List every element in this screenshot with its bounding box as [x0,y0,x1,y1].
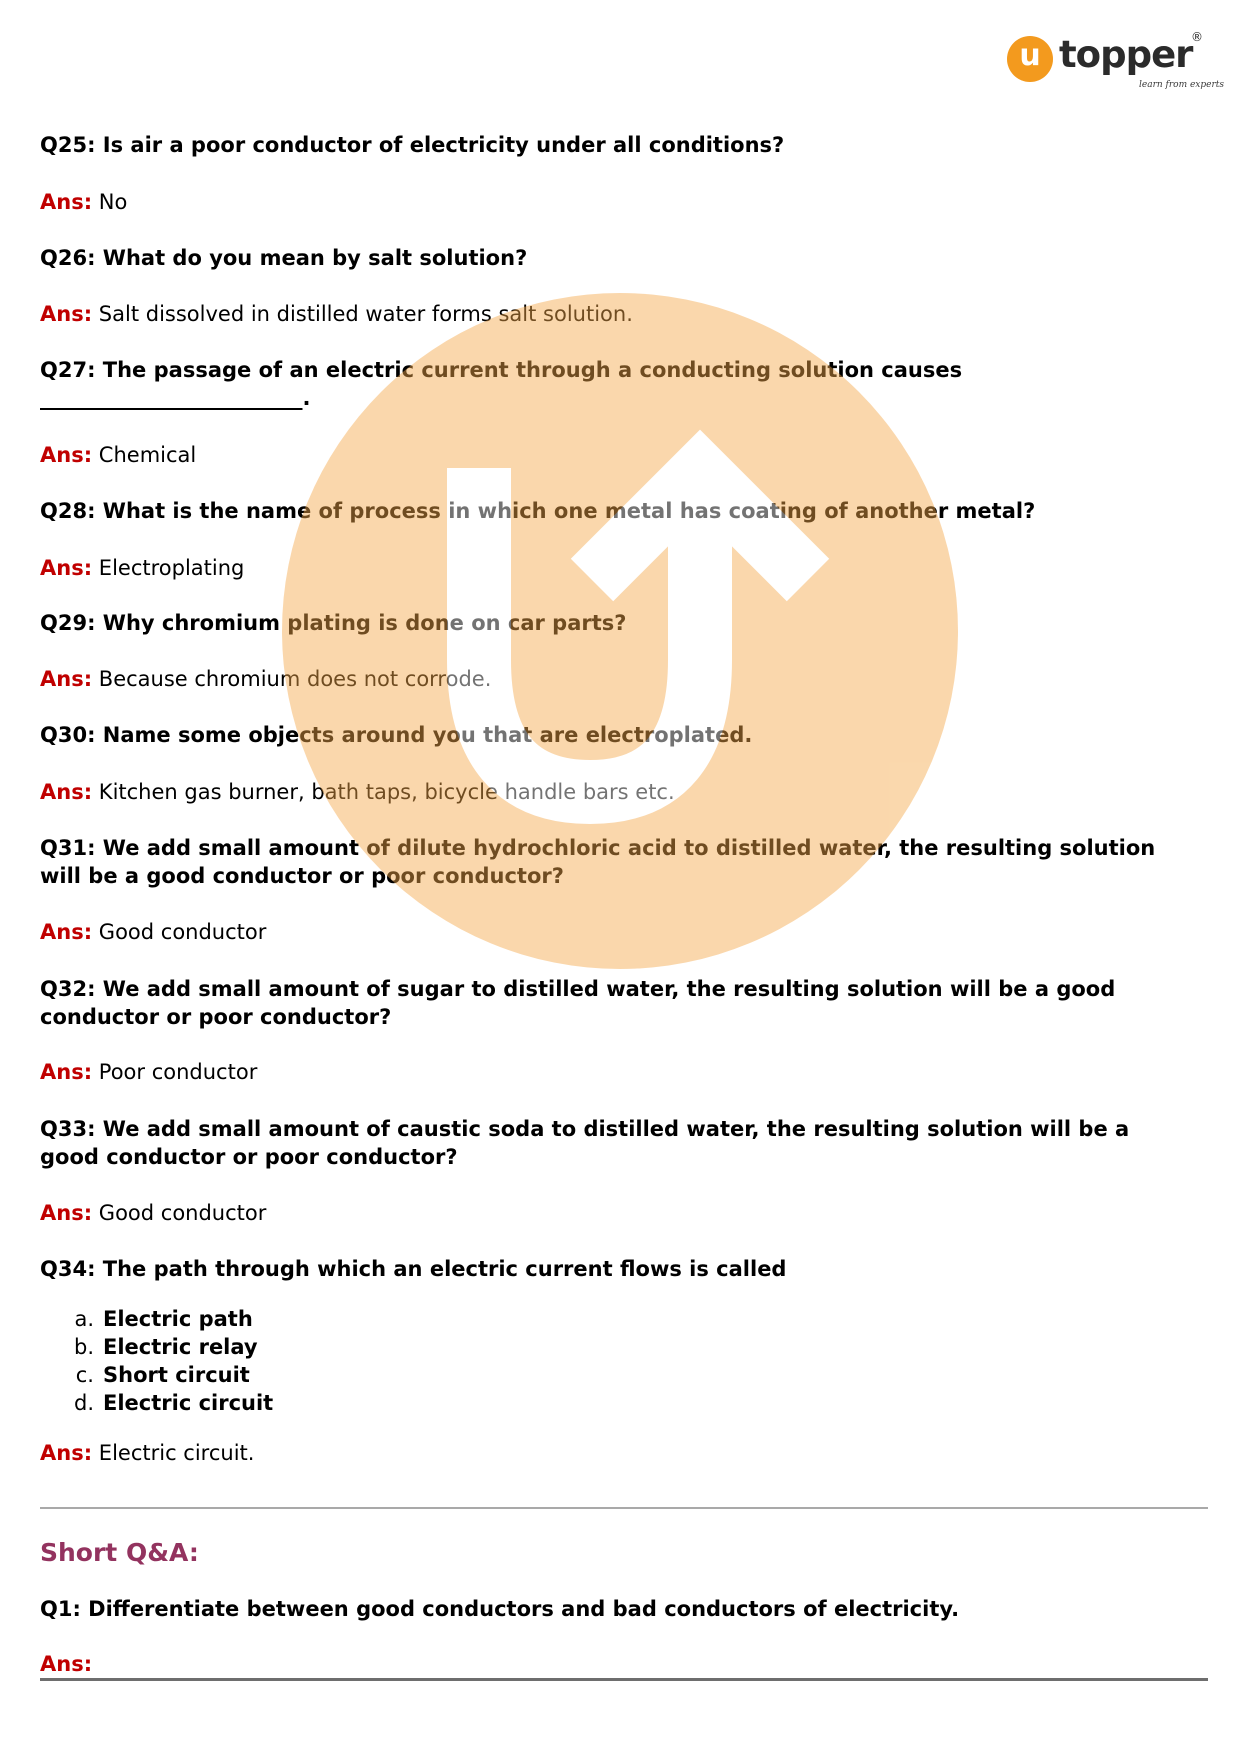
answer-q29 [40,665,1218,693]
question-q25: Q25: Is air a poor conductor of electricity under all conditions? [40,133,785,157]
logo-brand: topper [1059,33,1193,76]
option-text: Electric circuit [103,1391,274,1415]
option-text: Electric relay [103,1335,258,1359]
answer-label: Ans: [40,1441,93,1465]
question-q31: Q31: We add small amount of dilute hydrochloric acid to distilled water, the resulting solution will be a good conductor or poor conductor? [40,836,1156,888]
answer-q30 [40,778,1218,806]
registered-mark: ® [1191,30,1203,44]
answer-label: Ans: [40,190,93,214]
answer-text: Electric circuit. [98,1441,255,1465]
answer-text: Good conductor [98,920,267,944]
section-heading: Short Q&A: [40,1538,199,1567]
answer-q25 [40,188,1218,216]
answer-q34 [40,1439,1218,1467]
answer-label: Ans: [40,1201,93,1225]
answer-label: Ans: [40,667,93,691]
answer-text: Good conductor [98,1201,267,1225]
question-q32: Q32: We add small amount of sugar to distilled water, the resulting solution will be a good conductor or poor conductor? [40,977,1116,1029]
logo-tagline: learn from experts [1139,80,1225,90]
answer-text: Because chromium does not corrode. [98,667,492,691]
answer-label: Ans: [40,556,93,580]
question-short-q1: Q1: Differentiate between good conductors and bad conductors of electricity. [40,1597,960,1621]
option-c [40,1361,250,1389]
answer-label: Ans: [40,1652,93,1676]
answer-short-q1 [40,1650,1218,1678]
question-q30: Q30: Name some objects around you that are electroplated. [40,723,753,747]
answer-q26 [40,300,1218,328]
answer-label: Ans: [40,443,93,467]
topper-logo [1007,30,1225,96]
answer-text: Salt dissolved in distilled water forms salt solution. [98,302,633,326]
answer-q31 [40,918,1218,946]
answer-label: Ans: [40,302,93,326]
option-marker: b. [73,1335,94,1359]
answer-q27 [40,441,1218,469]
option-marker: c. [75,1363,94,1387]
answer-q32 [40,1058,1218,1086]
question-q27: Q27: The passage of an electric current through a conducting solution causes _________________________. [40,358,963,410]
question-q29: Q29: Why chromium plating is done on car parts? [40,611,627,635]
answer-text: Poor conductor [98,1060,258,1084]
option-text: Electric path [103,1307,253,1331]
answer-label: Ans: [40,780,93,804]
question-q33: Q33: We add small amount of caustic soda to distilled water, the resulting solution will be a good conductor or poor conductor? [40,1117,1130,1169]
answer-label: Ans: [40,920,93,944]
question-q26: Q26: What do you mean by salt solution? [40,246,528,270]
answer-text: Kitchen gas burner, bath taps, bicycle handle bars etc. [98,780,675,804]
answer-q33 [40,1199,1218,1227]
option-b [40,1333,258,1361]
page-bottom-rule [40,1678,1208,1681]
option-text: Short circuit [103,1363,250,1387]
answer-text: Chemical [98,443,197,467]
answer-label: Ans: [40,1060,93,1084]
question-q28: Q28: What is the name of process in which one metal has coating of another metal? [40,499,1036,523]
question-q34: Q34: The path through which an electric current flows is called [40,1257,787,1281]
option-marker: d. [73,1391,94,1415]
answer-text: Electroplating [98,556,245,580]
logo-badge-icon: u [1007,36,1053,82]
answer-text: No [98,190,128,214]
section-divider [40,1507,1208,1509]
option-marker: a. [74,1307,94,1331]
answer-q28 [40,554,1218,582]
option-a [40,1305,253,1333]
option-d [40,1389,273,1417]
